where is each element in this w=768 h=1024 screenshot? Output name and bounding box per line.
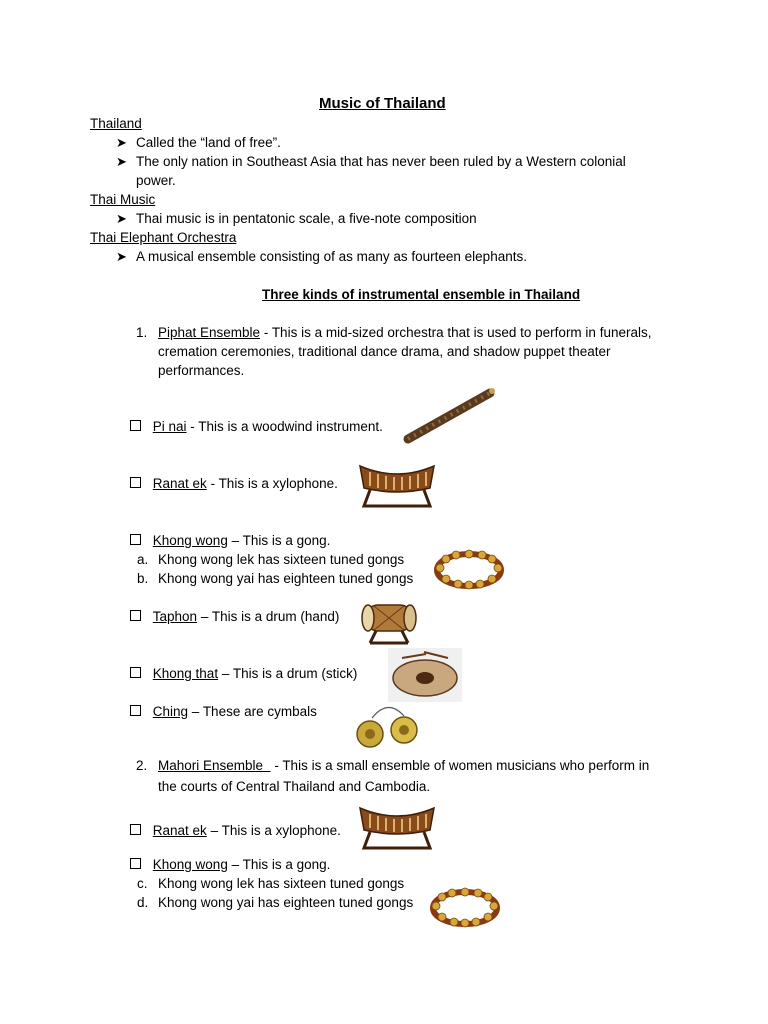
instrument-name: Khong wong: [152, 857, 228, 872]
section-heading-thailand: Thailand: [90, 116, 142, 131]
bullet-text-continuation: power.: [136, 173, 176, 188]
square-bullet-icon: [130, 858, 141, 869]
khong-wong-image: [432, 544, 506, 592]
instrument-item-taphon: [130, 608, 339, 626]
instrument-name: Khong that: [152, 666, 219, 681]
section-subtitle: Three kinds of instrumental ensemble in Thailand: [262, 287, 581, 302]
pi-nai-image: [400, 385, 500, 447]
sub-text: Khong wong yai has eighteen tuned gongs: [158, 895, 414, 910]
instrument-item-ranat-ek: [130, 475, 338, 493]
ensemble-desc: - This is a mid-sized orchestra that is used to perform in funerals,: [260, 325, 652, 340]
instrument-desc: – This is a drum (stick): [218, 666, 358, 681]
ensemble-desc: - This is a small ensemble of women musicians who perform in: [270, 758, 650, 773]
ranat-ek-image: [356, 802, 438, 850]
instrument-desc: – These are cymbals: [188, 704, 317, 719]
instrument-item-khong-wong: [130, 532, 330, 550]
instrument-desc: – This is a xylophone.: [206, 823, 341, 838]
instrument-desc: - This is a xylophone.: [206, 476, 338, 491]
instrument-name: Ranat ek: [152, 476, 207, 491]
ensemble-desc-line: the courts of Central Thailand and Cambodia.: [158, 779, 431, 794]
instrument-name: Taphon: [152, 609, 198, 624]
instrument-item-ranat-ek: [130, 822, 341, 840]
square-bullet-icon: [130, 610, 141, 621]
taphon-image: [356, 597, 422, 645]
ensemble-name: Piphat Ensemble: [158, 325, 261, 340]
square-bullet-icon: [130, 477, 141, 488]
sub-letter: c.: [137, 876, 148, 891]
bullet-text: Thai music is in pentatonic scale, a five-note composition: [136, 211, 477, 226]
ensemble-line: [158, 324, 651, 342]
instrument-desc: – This is a gong.: [227, 533, 331, 548]
ching-image: [352, 698, 424, 752]
page-title: Music of Thailand: [319, 95, 446, 112]
ensemble-number: 2.: [136, 758, 148, 773]
instrument-name: Khong wong: [152, 533, 228, 548]
sub-letter: b.: [137, 571, 149, 586]
instrument-item-khong-that: [130, 665, 357, 683]
arrowhead-bullet-icon: ➤: [116, 154, 127, 169]
square-bullet-icon: [130, 420, 141, 431]
instrument-desc: - This is a woodwind instrument.: [186, 419, 383, 434]
bullet-text: Called the “land of free”.: [136, 135, 281, 150]
arrowhead-bullet-icon: ➤: [116, 211, 127, 226]
arrowhead-bullet-icon: ➤: [116, 249, 127, 264]
instrument-item-pi-nai: [130, 418, 383, 436]
instrument-name: Ching: [152, 704, 189, 719]
ensemble-name: Mahori Ensemble: [158, 758, 271, 773]
instrument-name: Ranat ek: [152, 823, 207, 838]
square-bullet-icon: [130, 824, 141, 835]
sub-text: Khong wong lek has sixteen tuned gongs: [158, 552, 405, 567]
arrowhead-bullet-icon: ➤: [116, 135, 127, 150]
section-heading-thai-music: Thai Music: [90, 192, 156, 207]
section-heading-elephant-orchestra: Thai Elephant Orchestra: [90, 230, 237, 245]
khong-wong-image: [428, 882, 502, 930]
instrument-desc: – This is a drum (hand): [197, 609, 340, 624]
bullet-text: The only nation in Southeast Asia that has never been ruled by a Western colonial: [136, 154, 626, 169]
square-bullet-icon: [130, 534, 141, 545]
ensemble-line: [158, 757, 649, 775]
instrument-item-ching: [130, 703, 317, 721]
sub-letter: d.: [137, 895, 149, 910]
sub-letter: a.: [137, 552, 149, 567]
sub-text: Khong wong lek has sixteen tuned gongs: [158, 876, 405, 891]
square-bullet-icon: [130, 667, 141, 678]
instrument-item-khong-wong: [130, 856, 330, 874]
ensemble-desc-line: performances.: [158, 363, 245, 378]
instrument-name: Pi nai: [152, 419, 187, 434]
square-bullet-icon: [130, 705, 141, 716]
bullet-text: A musical ensemble consisting of as many as fourteen elephants.: [136, 249, 527, 264]
ensemble-desc-line: cremation ceremonies, traditional dance drama, and shadow puppet theater: [158, 344, 611, 359]
instrument-desc: – This is a gong.: [227, 857, 331, 872]
ranat-ek-image: [356, 460, 438, 508]
sub-text: Khong wong yai has eighteen tuned gongs: [158, 571, 414, 586]
khong-that-image: [388, 648, 462, 702]
ensemble-number: 1.: [136, 325, 148, 340]
